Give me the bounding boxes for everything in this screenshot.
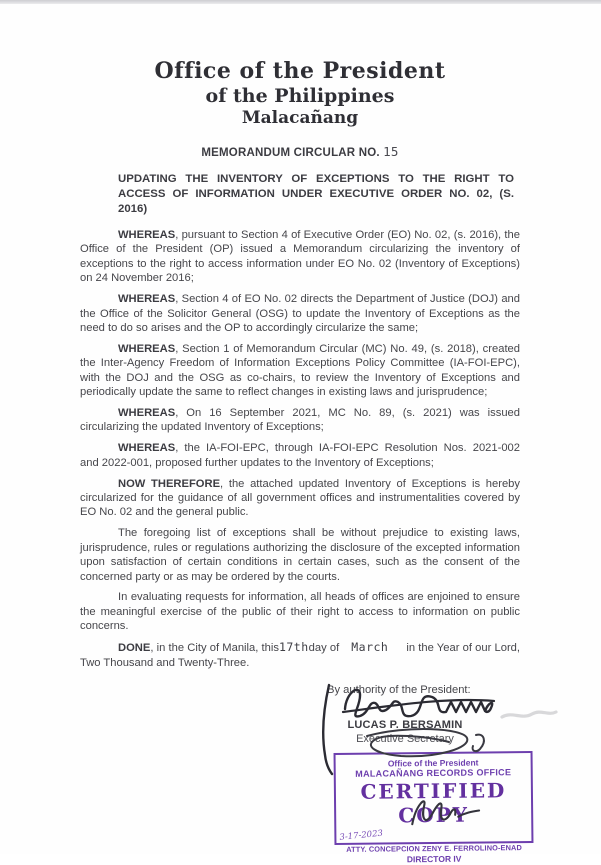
paragraph-text: , On 16 September 2021, MC No. 89, (s. 2021) was issued circularizing the updated Inventory of Exceptions; bbox=[80, 406, 520, 434]
paragraph-text: In evaluating requests for information, all heads of offices are enjoined to ensure the meaningful exercise of the public of their right to access to information on public concerns. bbox=[80, 591, 520, 633]
now-therefore-lead: NOW THEREFORE bbox=[118, 477, 221, 490]
stamp-records-line: MALACAÑANG RECORDS OFFICE bbox=[355, 767, 512, 779]
title-line-1: UPDATING THE INVENTORY OF EXCEPTIONS TO THE RIGHT TO bbox=[118, 173, 514, 185]
whereas-paragraph-2 bbox=[80, 292, 520, 335]
stamp-handwritten-date: 3-17-2023 bbox=[339, 828, 384, 843]
typed-day: 17th bbox=[278, 640, 309, 655]
paragraph-text: , Section 4 of EO No. 02 directs the Department of Justice (DOJ) and the Office of the Solicitor General (OSG) to update the Inventory of Exceptions as the need to do so arises and the OP to accordingly circularize the same; bbox=[80, 293, 520, 334]
done-lead: DONE bbox=[118, 642, 151, 655]
paragraph-text: The foregoing list of exceptions shall be without prejudice to existing laws, jurisprudence, rules or regulations authorizing the disclosure of the excepted information upon satisfaction of certain conditions in certain cases, such as the consent of the concerned party or as may be ordered by the courts. bbox=[80, 527, 520, 583]
whereas-paragraph-3 bbox=[80, 342, 520, 400]
evaluating-requests-paragraph bbox=[80, 590, 520, 633]
stamp-director-title: DIRECTOR IV bbox=[406, 853, 462, 865]
bersamin-signature-icon bbox=[295, 675, 585, 805]
memo-label: MEMORANDUM CIRCULAR NO. bbox=[201, 147, 380, 159]
typed-month: March bbox=[351, 640, 389, 655]
whereas-lead: WHEREAS bbox=[118, 342, 176, 355]
done-part1: , in the City of Manila, this bbox=[150, 642, 279, 655]
paragraph-text: , the IA-FOI-EPC, through IA-FOI-EPC Resolution Nos. 2021-002 and 2022-001, proposed further updates to the Inventory of Exceptions; bbox=[80, 442, 520, 469]
document-body bbox=[80, 0, 520, 696]
signatory-name: LUCAS P. BERSAMIN bbox=[347, 719, 463, 731]
whereas-lead: WHEREAS bbox=[118, 229, 176, 241]
done-part2: day of bbox=[308, 642, 340, 655]
paragraph-text: , the attached updated Inventory of Exceptions is hereby circularized for the guidance of all government offices and instrumentalities covered by EO No. 02 and the general public. bbox=[80, 477, 520, 519]
by-authority-line: By authority of the President: bbox=[327, 683, 471, 696]
whereas-lead: WHEREAS bbox=[118, 442, 176, 455]
memo-circular-line bbox=[80, 144, 520, 159]
whereas-paragraph-1 bbox=[80, 228, 520, 286]
letterhead bbox=[80, 58, 520, 129]
whereas-lead: WHEREAS bbox=[118, 406, 176, 419]
letterhead-country: of the Philippines bbox=[205, 85, 395, 107]
whereas-paragraph-5 bbox=[80, 441, 520, 470]
stamp-office-line: Office of the President bbox=[387, 757, 479, 769]
paragraph-text: , pursuant to Section 4 of Executive Order (EO) No. 02, (s. 2016), the Office of the President (OP) issued a Memorandum circularizing the inventory of exceptions to the right to access information under EO No. 02 (Inventory of Exceptions) on 24 November 2016; bbox=[80, 229, 520, 285]
title-line-2: ACCESS OF INFORMATION UNDER EXECUTIVE ORDER NO. 02, (S. 2016) bbox=[118, 188, 514, 215]
stamp-certified-copy-label: CERTIFIED COPY bbox=[360, 778, 507, 828]
whereas-paragraph-4 bbox=[80, 406, 520, 435]
done-clause bbox=[80, 640, 520, 670]
letterhead-palace: Malacañang bbox=[241, 108, 359, 128]
foregoing-list-paragraph bbox=[80, 526, 520, 584]
signatory-title: Executive Secretary bbox=[356, 733, 454, 745]
now-therefore-paragraph bbox=[80, 477, 520, 520]
paragraph-text: , Section 1 of Memorandum Circular (MC) No. 49, (s. 2018), created the Inter-Agency Freedom of Information Exceptions Policy Committee (IA-FOI-EPC), with the DOJ and the OSG as co-chairs, to review the Inventory of Exceptions and periodically update the same to reflect changes in existing laws and jurisprudence; bbox=[80, 342, 520, 399]
done-part3: in the Year of our Lord, Two Thousand and Twenty-Three. bbox=[80, 642, 521, 669]
whereas-lead: WHEREAS bbox=[118, 293, 176, 306]
document-title bbox=[118, 172, 514, 217]
memo-number: 15 bbox=[383, 144, 399, 159]
stamp-attorney-name: ATTY. CONCEPCION ZENY E. FERROLINO-ENAD bbox=[346, 843, 522, 854]
letterhead-office: Office of the President bbox=[154, 58, 446, 84]
